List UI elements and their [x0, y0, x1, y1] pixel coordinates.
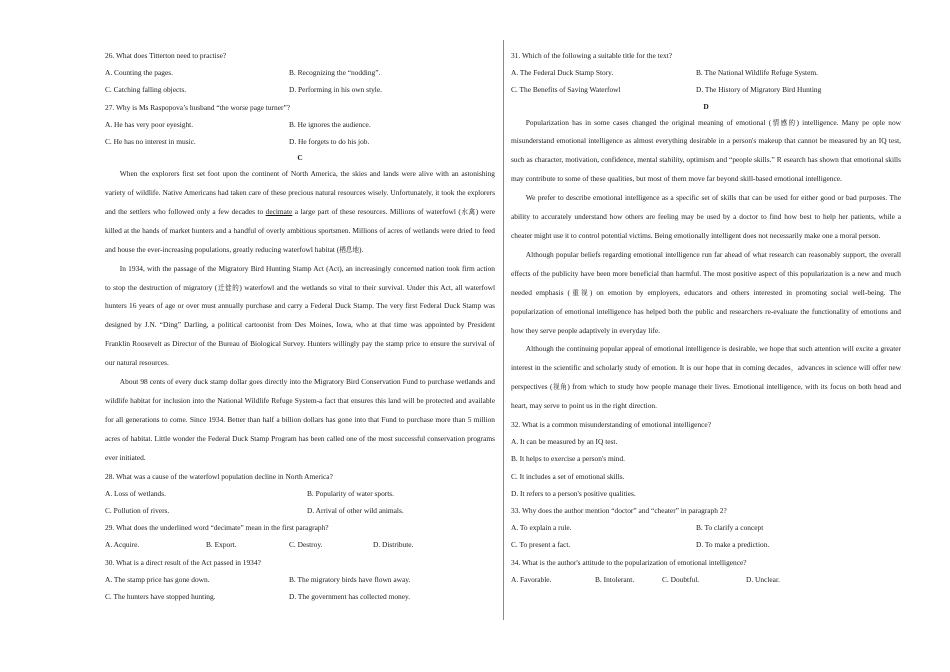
- passage-c-p2-text-1: In 1934, with the passage of the Migratory Bird Hunting Stamp Act (Act), an increasingly concerned nation took firm action to stop the destruction of migratory (: [105, 263, 495, 292]
- passage-c-p1-text-2: a large part of these resources. Millions of waterfowl (: [292, 206, 461, 216]
- question-30-option-d[interactable]: D. The government has collected money.: [289, 591, 411, 601]
- chinese-gloss-migratory: 迁徙的: [217, 283, 240, 292]
- question-27-option-a[interactable]: A. He has very poor eyesight.: [105, 119, 194, 129]
- question-28-options-row-1: [105, 485, 495, 502]
- question-30-options-row-1: [105, 571, 495, 588]
- passage-d-p1-text-1: Popularization has in some cases changed the original meaning of emotional (: [525, 117, 772, 127]
- passage-d-p3-text-2: ) on emotion by employers, educators and others interested in promoting social well-being. The popularization of emotional intelligence has helped both the public and researchers re-evaluate the functionality of emotions and how they serve people adaptively in everyday life.: [511, 287, 901, 335]
- question-27-options-row-2: [105, 133, 495, 150]
- column-divider: [503, 40, 504, 620]
- question-31-stem: 31. Which of the following a suitable title for the text?: [511, 51, 672, 60]
- chinese-gloss-waterfowl: 水禽: [460, 207, 476, 216]
- question-32-option-a[interactable]: A. It can be measured by an IQ test.: [511, 437, 618, 447]
- chinese-gloss-habitat: 栖息地: [339, 245, 359, 254]
- section-d-heading: D: [703, 101, 709, 111]
- question-28-options-row-2: [105, 502, 495, 519]
- question-30-option-a[interactable]: A. The stamp price has gone down.: [105, 574, 210, 584]
- passage-c-p1-text-1: When the explorers first set foot upon the continent of North America, the skies and lands were alive with an astonishing variety of wildlife. Native Americans had taken care of these precious natural resources wisely. Unfortunately, it took the explorers and the settlers who followed only a few decades to: [105, 169, 495, 216]
- question-28-option-d[interactable]: D. Arrival of other wild animals.: [307, 506, 404, 515]
- question-31-option-c[interactable]: C. The Benefits of Saving Waterfowl: [511, 85, 621, 95]
- passage-d-paragraph-2: We prefer to describe emotional intelligence as a specific set of skills that can be used for either good or bad purposes. The ability to accurately understand how others are feeling may be used by a doctor to find how best to help her patients, while a cheater might use it to control potential victims. Being emotionally intelligent does not necessarily make one a moral person.: [511, 193, 901, 240]
- question-29-option-d[interactable]: D. Distribute.: [373, 540, 414, 550]
- question-29-option-a[interactable]: A. Acquire.: [105, 540, 140, 550]
- question-26-options-row-2: [105, 81, 495, 98]
- question-34-option-a[interactable]: A. Favorable.: [511, 574, 552, 584]
- question-31-option-d[interactable]: D. The History of Migratory Bird Hunting: [696, 85, 822, 95]
- question-32-stem: 32. What is a common misunderstanding of emotional intelligence?: [511, 420, 711, 430]
- question-29-options-row: [105, 536, 495, 553]
- question-31-options-row-1: [511, 64, 901, 81]
- chinese-comma-mark: ，: [790, 364, 798, 373]
- question-30-options-row-2: [105, 588, 495, 605]
- passage-d-paragraph-3: [511, 246, 901, 341]
- question-26-stem: 26. What does Titterton need to practise?: [105, 51, 227, 60]
- question-34-option-b[interactable]: B. Intolerant.: [595, 574, 635, 584]
- passage-d-p4-text-2: advances in science will offer new perspectives (: [511, 363, 902, 392]
- question-33-option-d[interactable]: D. To make a prediction.: [696, 540, 770, 550]
- passage-c-paragraph-2: [105, 260, 495, 373]
- question-26-option-b[interactable]: B. Recognizing the “nodding”.: [289, 68, 381, 78]
- passage-c-paragraph-1: [105, 165, 495, 260]
- question-30-option-c[interactable]: C. The hunters have stopped hunting.: [105, 591, 216, 601]
- passage-c-p1-text-3: ) were killed at the hands of market hunters and a handful of overly ambitious sportsmen. Millions of acres of wetlands were dried to feed and house the ever-increasing populations, greatly reducing waterfowl habitat (: [105, 206, 496, 254]
- question-33-option-c[interactable]: C. To present a fact.: [511, 540, 571, 550]
- question-31-options-row-2: [511, 81, 901, 98]
- chinese-gloss-emotional: 情感的: [771, 118, 797, 127]
- question-27-option-b[interactable]: B. He ignores the audience.: [289, 119, 371, 129]
- question-27-option-c[interactable]: C. He has no interest in music.: [105, 136, 196, 146]
- question-26-option-d[interactable]: D. Performing in his own style.: [289, 85, 382, 95]
- question-28-option-a[interactable]: A. Loss of wetlands.: [105, 488, 166, 498]
- passage-c-p1-text-4: ).: [359, 244, 364, 254]
- passage-d-paragraph-1: [511, 114, 901, 190]
- question-27-stem: 27. Why is Ms Raspopova’s husband “the worse page turner”?: [105, 102, 290, 112]
- question-31-option-a[interactable]: A. The Federal Duck Stamp Story.: [511, 68, 614, 78]
- passage-d-p4-text-1: Although the continuing popular appeal of emotional intelligence is desirable, we hope that such attention will excite a greater interest in the scientific and scholarly study of emotion. It is our hope that in coming decades: [511, 344, 901, 373]
- passage-d-p4-text-3: ) from which to study how people manage their lives. Emotional intelligence, with its focus on both head and heart, may serve to point us in the right direction.: [511, 382, 902, 411]
- question-33-options-row-1: [511, 519, 901, 536]
- question-33-option-b[interactable]: B. To clarify a concept: [696, 523, 764, 533]
- question-34-stem: 34. What is the author's attitude to the popularization of emotional intelligence?: [511, 557, 747, 567]
- section-c-heading: C: [297, 153, 303, 163]
- question-32-option-d[interactable]: D. It refers to a person's positive qualities.: [511, 488, 636, 498]
- question-27-option-d[interactable]: D. He forgets to do his job.: [289, 136, 370, 146]
- question-33-options-row-2: [511, 536, 901, 553]
- question-27-options-row-1: [105, 116, 495, 133]
- question-32-option-c[interactable]: C. It includes a set of emotional skills.: [511, 471, 625, 481]
- question-28-option-c[interactable]: C. Pollution of rivers.: [105, 506, 170, 515]
- question-28-stem: 28. What was a cause of the waterfowl population decline in North America?: [105, 471, 333, 481]
- question-29-stem: 29. What does the underlined word “decimate” mean in the first paragraph?: [105, 523, 329, 533]
- passage-d-p1-text-2: ) intelligence. Many pe ople now misunderstand emotional intelligence as almost everything desirable in a person's makeup that cannot be measured by an IQ test, such as character, motivation, confidence, mental stability, optimism and “people skills.” R esearch has shown that emotional skills may contribute to some of these qualities, but most of them move far beyond skill-based emotional intelligence.: [511, 117, 902, 184]
- chinese-gloss-emphasis: 重视: [570, 288, 590, 297]
- question-31-option-b[interactable]: B. The National Wildlife Refuge System.: [696, 68, 818, 78]
- question-26-option-a[interactable]: A. Counting the pages.: [105, 68, 173, 78]
- question-33-option-a[interactable]: A. To explain a rule.: [511, 523, 572, 533]
- question-26-options-row-1: [105, 64, 495, 81]
- question-30-stem: 30. What is a direct result of the Act passed in 1934?: [105, 557, 261, 567]
- question-34-options-row: [511, 571, 901, 588]
- chinese-gloss-perspectives: 视角: [552, 383, 568, 392]
- underlined-word-decimate: decimate: [265, 206, 293, 216]
- question-32-option-b[interactable]: B. It helps to exercise a person's mind.: [511, 454, 626, 464]
- question-29-option-b[interactable]: B. Export.: [206, 540, 237, 550]
- passage-d-paragraph-4: [511, 340, 901, 416]
- passage-c-paragraph-3: About 98 cents of every duck stamp dollar goes directly into the Migratory Bird Conservation Fund to purchase wetlands and wildlife habitat for inclusion into the National Wildlife Refuge System-a fact that ensures this land will be protected and available for all generations to come. Since 1934. Better than half a billion dollars has gone into that Fund to purchase more than 5 million acres of habitat. Little wonder the Federal Duck Stamp Program has been called one of the most successful conservation programs ever initiated.: [105, 377, 495, 462]
- question-33-stem: 33. Why does the author mention “doctor” and “cheater” in paragraph 2?: [511, 506, 727, 515]
- left-column: [105, 47, 495, 605]
- question-34-option-d[interactable]: D. Unclear.: [746, 574, 780, 584]
- right-column: [511, 47, 901, 588]
- question-30-option-b[interactable]: B. The migratory birds have flown away.: [289, 574, 411, 584]
- question-29-option-c[interactable]: C. Destroy.: [289, 540, 323, 550]
- passage-d-p3-text-1: Although popular beliefs regarding emotional intelligence run far ahead of what research can reasonably support, the overall effects of the publicity have been more beneficial than harmful. The most positive aspect of this popularization is a new and much needed emphasis (: [511, 249, 901, 297]
- passage-c-p2-text-2: ) waterfowl and the wetlands so vital to their survival. Under this Act, all waterfowl hunters 16 years of age or over must annually purchase and carry a Federal Duck Stamp. The very first Federal Duck Stamp was designed by J.N. “Ding” Darling, a political cartoonist from Des Moines, Iowa, who at that time was appointed by President Franklin Roosevelt as Director of the Bureau of Biological Survey. Hunters willingly pay the stamp price to ensure the survival of our natural resources.: [105, 282, 495, 368]
- question-28-option-b[interactable]: B. Popularity of water sports.: [307, 488, 395, 498]
- question-26-option-c[interactable]: C. Catching falling objects.: [105, 85, 187, 95]
- question-34-option-c[interactable]: C. Doubtful.: [662, 574, 700, 584]
